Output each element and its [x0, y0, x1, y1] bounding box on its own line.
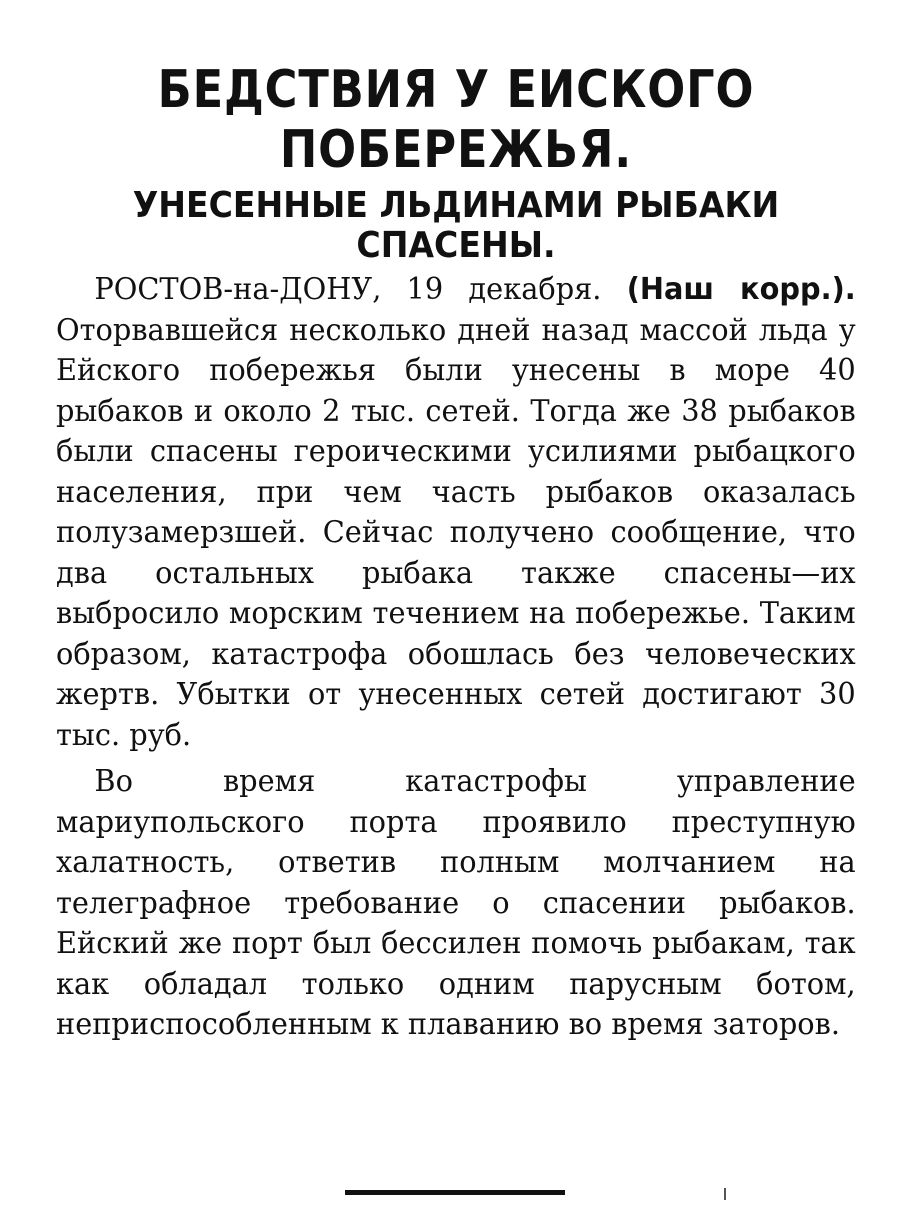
- article-paragraph-1: [56, 270, 856, 756]
- headline: [112, 60, 800, 180]
- subheadline-line-2: СПАСЕНЫ.: [356, 225, 556, 266]
- dateline: РОСТОВ-на-ДОНУ, 19 декабря.: [94, 272, 602, 307]
- paragraph-1-text: Оторвавшейся несколько дней назад массой льда у Ейского побережья были унесены в море 40 рыбаков и около 2 тыс. сетей. Тогда же 38 рыбаков были спасены героическими усилиями рыбацкого населения, при чем часть рыбаков оказалась полузамерзшей. Сейчас получено сообщение, что два остальных рыбака также спасены—их выбросило морским течением на побережье. Таким образом, катастрофа обошлась без человеческих жертв. Убытки от унесенных сетей достигают 30 тыс. руб.: [56, 312, 856, 753]
- headline-line-2: ПОБЕРЕЖЬЯ.: [279, 120, 633, 180]
- subheadline-line-1: УНЕСЕННЫЕ ЛЬДИНАМИ РЫБАКИ: [132, 185, 780, 226]
- paragraph-2-text: Во время катастрофы управление мариупольского порта проявило преступную халатность, ответив полным молчанием на телеграфное требование о спасении рыбаков. Ейский же порт был бессилен помочь рыбакам, так как обладал только одним парусным ботом, неприспособленным к плаванию во время заторов.: [56, 764, 856, 1042]
- end-rule-divider: [345, 1190, 565, 1195]
- print-speck: [724, 1188, 726, 1200]
- article-paragraph-2: [56, 762, 856, 1046]
- byline: (Наш корр.).: [626, 272, 856, 307]
- subheadline: [88, 186, 824, 266]
- headline-line-1: БЕДСТВИЯ У ЕИСКОГО: [157, 60, 755, 120]
- news-article: [56, 60, 856, 1046]
